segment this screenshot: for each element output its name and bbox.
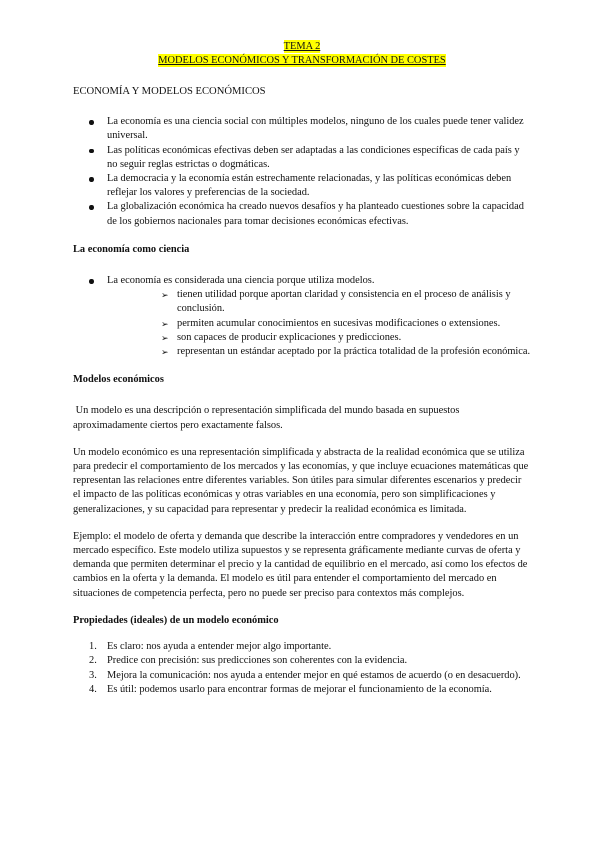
item-text: Es claro: nos ayuda a entender mejor algo importante. [107,641,332,653]
sub-list-item [107,288,531,316]
item-text: Es útil: podemos usarlo para encontrar formas de mejorar el funcionamiento de la economía. [107,683,492,695]
section-heading-economia: ECONOMÍA Y MODELOS ECONÓMICOS [73,86,266,97]
science-bullet-list [73,274,531,359]
item-number: 3. [89,669,97,681]
paragraph-definition: Un modelo es una descripción o representación simplificada del mundo basada en supuestos aproximadamente ciertos pero exactamente falsos. [73,405,462,431]
item-text: Mejora la comunicación: nos ayuda a entender mejor en qué estamos de acuerdo (o en desacuerdo). [107,669,521,681]
list-item-text: La economía es considerada una ciencia porque utiliza modelos. [107,275,375,287]
list-item: La economía es una ciencia social con múltiples modelos, ninguno de los cuales puede tener validez universal. [73,115,531,143]
list-item [73,654,531,668]
list-item [73,274,531,359]
list-item: Las políticas económicas efectivas deben ser adaptadas a las condiciones específicas de cada país y no seguir reglas estrictas o dogmáticas. [73,144,531,172]
sub-list-item [107,331,531,345]
topic-number: TEMA 2 [283,41,321,52]
list-item [73,669,531,683]
sub-list-item-text: tienen utilidad porque aportan claridad y consistencia en el proceso de análisis y conclusión. [177,289,511,315]
list-item [73,683,531,697]
properties-list [73,640,531,697]
item-number: 4. [89,683,97,695]
heading-modelos-economicos: Modelos económicos [73,374,164,386]
heading-propiedades: Propiedades (ideales) de un modelo económico [73,614,279,626]
list-item [73,640,531,654]
item-number: 1. [89,641,97,653]
title-block [73,40,531,68]
arrow-bullet-icon: ➢ [161,332,169,343]
document-page [73,40,531,697]
arrow-bullet-icon: ➢ [161,318,169,329]
arrow-bullet-icon: ➢ [161,290,169,301]
sub-list [107,288,531,359]
list-item: La globalización económica ha creado nuevos desafíos y ha planteado cuestiones sobre la capacidad de los gobiernos nacionales para tomar decisiones económicas efectivas. [73,200,531,228]
paragraph-example: Ejemplo: el modelo de oferta y demanda que describe la interacción entre compradores y vendedores en un mercado específico. Este modelo utiliza supuestos y se representa gráficamente mediante curvas de oferta y demanda que permiten determinar el precio y la cantidad de equilibrio en el mercado, así como los efectos de cambios en la oferta y la demanda. El modelo es útil para entender el comportamiento del mercado en situaciones de competencia perfecta, pero no puede ser preciso para contextos más complejos. [73,530,528,599]
document-title: MODELOS ECONÓMICOS Y TRANSFORMACIÓN DE COSTES [158,55,446,66]
arrow-bullet-icon: ➢ [161,347,169,358]
sub-list-item-text: son capaces de producir explicaciones y predicciones. [177,331,402,343]
sub-list-item-text: permiten acumular conocimientos en sucesivas modificaciones o extensiones. [177,317,501,329]
sub-list-item [107,317,531,331]
item-number: 2. [89,655,97,667]
item-text: Predice con precisión: sus predicciones son coherentes con la evidencia. [107,655,408,667]
paragraph-economic-model: Un modelo económico es una representación simplificada y abstracta de la realidad económica que se utiliza para predecir el comportamiento de los mercados y las economías, y que incluye ecuaciones matemáticas que representan las relaciones entre diferentes variables. Son útiles para simular diferentes escenarios y predecir el impacto de las políticas económicas y otras variables en una economía, pero son simplificaciones y generalizaciones, y su capacidad para representar y predecir la realidad económica es limitada. [73,446,529,515]
sub-list-item [107,345,531,359]
heading-economia-ciencia: La economía como ciencia [73,243,190,255]
sub-list-item-text: representan un estándar aceptado por la práctica totalidad de la profesión económica. [177,346,531,358]
economy-bullet-list [73,115,531,229]
list-item: La democracia y la economía están estrechamente relacionadas, y las políticas económicas deben reflejar los valores y preferencias de la sociedad. [73,172,531,200]
